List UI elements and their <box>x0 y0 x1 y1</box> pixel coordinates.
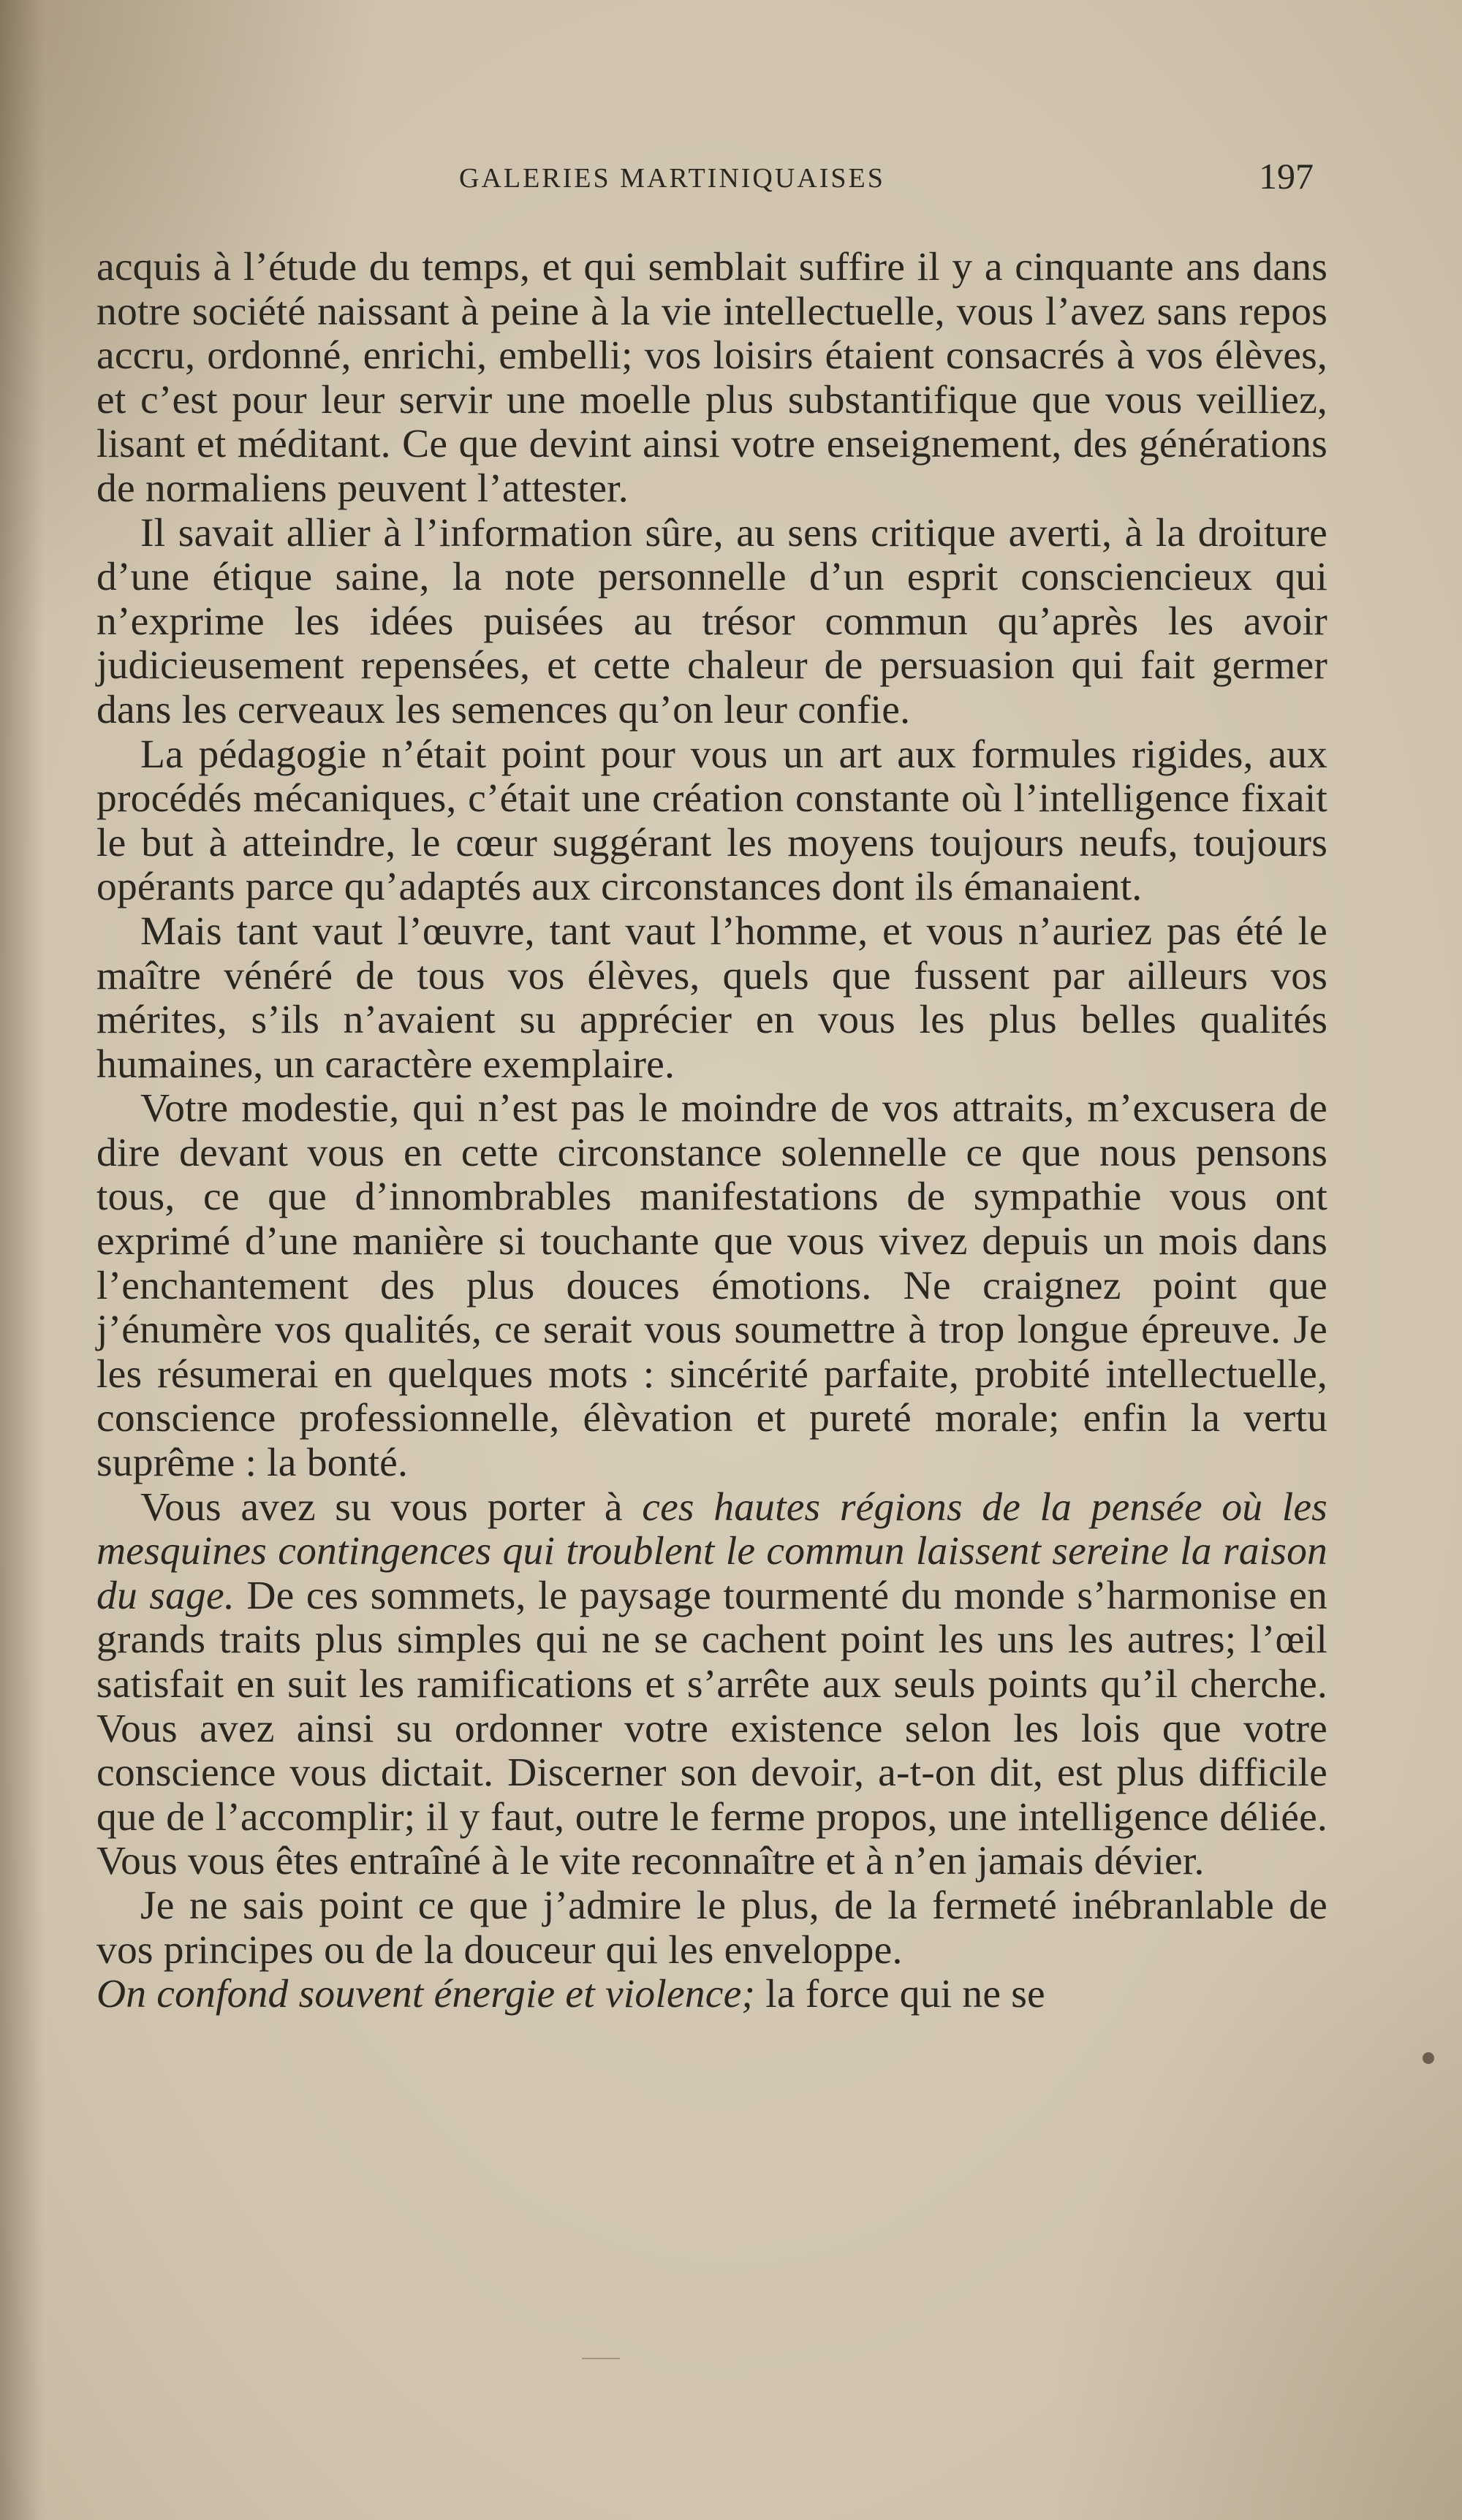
paragraph-6-italic: ces hautes régions de la pensée où les mesquines contingences qui troublent le commun laissent sereine la raison du sage. <box>96 1484 1327 1618</box>
paragraph-8-italic: On confond souvent énergie et violence; <box>96 1972 756 2017</box>
ink-speck <box>1423 2052 1434 2064</box>
paragraph-2: Il savait allier à l’information sûre, au sens critique averti, à la droiture d’une étique saine, la note personnelle d’un esprit consciencieux qui n’exprime les idées puisées au trésor commun qu’après les avoir judicieusement repensées, et cette chaleur de persuasion qui fait germer dans les cerveaux les semences qu’on leur confie. <box>96 510 1327 732</box>
spine-shadow <box>0 0 44 2520</box>
paragraph-6-lead: Vous avez su vous porter à <box>140 1484 643 1530</box>
running-head: GALERIES MARTINIQUAISES <box>459 163 885 194</box>
paragraph-1: acquis à l’étude du temps, et qui semblait suffire il y a cinquante ans dans notre société naissant à peine à la vie intellectuelle, vous l’avez sans repos accru, ordonné, enrichi, embelli; vos loisirs étaient consacrés à vos élèves, et c’est pour leur servir une moelle plus substantifique que vous veilliez, lisant et méditant. Ce que devint ainsi votre enseignement, des générations de normaliens peuvent l’attester. <box>96 245 1327 511</box>
paragraph-6 <box>96 1486 1327 1884</box>
paragraph-8-rest: la force qui ne se <box>755 1972 1045 2017</box>
page-number: 197 <box>1259 156 1314 197</box>
paragraph-6-rest: De ces sommets, le paysage tourmenté du monde s’harmonise en grands traits plus simples qui ne se cachent point les uns les autres; l’œil satisfait en suit les ramifications et s’arrête aux seuls points qu’il cherche. Vous avez ainsi su ordonner votre existence selon les lois que votre conscience vous dictait. Discerner son devoir, a-t-on dit, est plus difficile que de l’accomplir; il y faut, outre le ferme propos, une intelligence déliée. Vous vous êtes entraîné à le vite reconnaître et à n’en jamais dévier. <box>96 1573 1327 1884</box>
paragraph-5: Votre modestie, qui n’est pas le moindre de vos attraits, m’excusera de dire devant vous en cette circonstance solennelle ce que nous pensons tous, ce que d’innombrables manifestations de sympathie vous ont exprimé d’une manière si touchante que vous vivez depuis un mois dans l’enchantement des plus douces émotions. Ne craignez point que j’énumère vos qualités, ce serait vous soumettre à trop longue épreuve. Je les résumerai en quelques mots : sincérité parfaite, probité intellectuelle, conscience professionnelle, élèvation et pureté morale; enfin la vertu suprême : la bonté. <box>96 1086 1327 1486</box>
paragraph-7: Je ne sais point ce que j’admire le plus, de la fermeté inébranlable de vos principes ou de la douceur qui les enveloppe. <box>96 1883 1327 1973</box>
paragraph-3: La pédagogie n’était point pour vous un art aux formules rigides, aux procédés mécaniques, c’était une création constante où l’intelligence fixait le but à atteindre, le cœur suggérant les moyens toujours neufs, toujours opérants parce qu’adaptés aux circonstances dont ils émanaient. <box>96 732 1327 910</box>
body-text <box>96 246 1327 2017</box>
paragraph-8 <box>96 1973 1327 2017</box>
paper-mark <box>582 2358 620 2359</box>
paragraph-4: Mais tant vaut l’œuvre, tant vaut l’homme, et vous n’auriez pas été le maître vénéré de tous vos élèves, quels que fussent par ailleurs vos mérites, s’ils n’avaient su apprécier en vous les plus belles qualités humaines, un caractère exemplaire. <box>96 908 1327 1087</box>
